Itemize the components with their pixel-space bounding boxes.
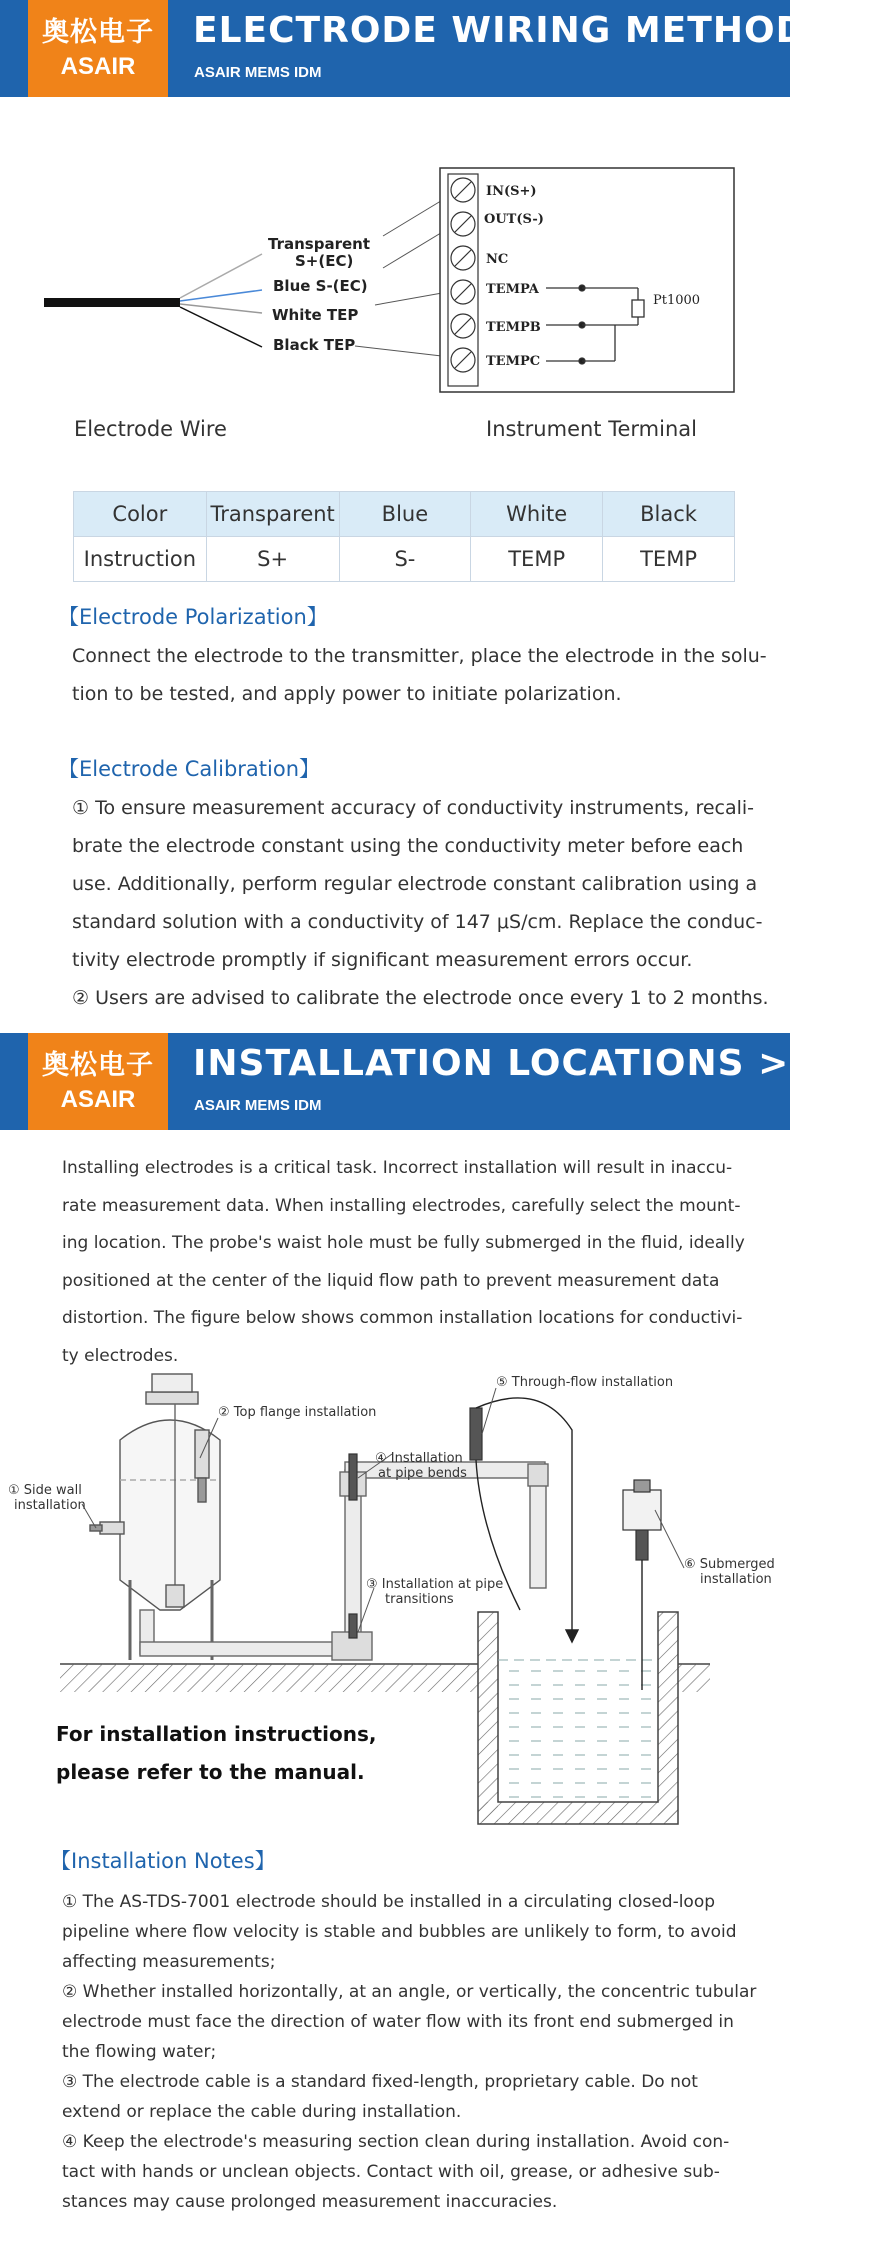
color-table bbox=[73, 491, 735, 582]
text-line: ① To ensure measurement accuracy of conductivity instruments, recali- bbox=[72, 797, 755, 819]
wiring-banner bbox=[0, 0, 882, 97]
polarization-title: 【Electrode Polarization】 bbox=[58, 605, 328, 629]
text-line: Connect the electrode to the transmitter, place the electrode in the solu- bbox=[72, 645, 767, 667]
installation-banner bbox=[0, 1033, 821, 1130]
text-line: ③ The electrode cable is a standard fixed-length, proprietary cable. Do not bbox=[62, 2072, 698, 2092]
label-pipe-transitions-1: ③ Installation at pipe bbox=[366, 1577, 504, 1592]
label-side-wall-2: installation bbox=[14, 1498, 86, 1513]
reactor-vessel bbox=[90, 1374, 220, 1660]
calibration-title: 【Electrode Calibration】 bbox=[58, 757, 321, 781]
calibration-text bbox=[72, 789, 777, 1017]
table-header-row bbox=[74, 492, 735, 537]
installation-intro bbox=[62, 1150, 772, 1375]
brand-en: ASAIR bbox=[60, 1086, 136, 1113]
terminal-tempa: TEMPA bbox=[486, 282, 539, 297]
table-cell: Blue bbox=[339, 492, 471, 537]
text-line: ② Whether installed horizontally, at an angle, or vertically, the concentric tubular bbox=[62, 1982, 757, 2002]
wire-label-black: Black TEP bbox=[273, 336, 356, 354]
table-cell: Color bbox=[74, 492, 207, 537]
table-cell: Instruction bbox=[74, 537, 207, 582]
label-pipe-transitions-2: transitions bbox=[385, 1592, 454, 1607]
notes-title: 【Installation Notes】 bbox=[50, 1849, 276, 1873]
label-submerged-2: installation bbox=[700, 1572, 772, 1587]
text-line: distortion. The figure below shows common installation locations for conductivi- bbox=[62, 1308, 743, 1328]
text-line: rate measurement data. When installing electrodes, carefully select the mount- bbox=[62, 1195, 741, 1216]
table-row bbox=[74, 537, 735, 582]
water-pit bbox=[478, 1612, 678, 1824]
table-cell: S+ bbox=[206, 537, 339, 582]
text-line: the flowing water; bbox=[62, 2042, 217, 2062]
terminal-out: OUT(S-) bbox=[484, 212, 544, 227]
cables bbox=[476, 1398, 642, 1690]
text-line: extend or replace the cable during installation. bbox=[62, 2102, 462, 2122]
wiring-title: ELECTRODE WIRING METHOD >> bbox=[193, 10, 882, 51]
manual-note bbox=[56, 1715, 376, 1791]
text-line: ty electrodes. bbox=[62, 1345, 179, 1366]
installation-title: INSTALLATION LOCATIONS >> bbox=[193, 1043, 821, 1084]
text-line: positioned at the center of the liquid flow path to prevent measurement data bbox=[62, 1270, 720, 1291]
text-line: please refer to the manual. bbox=[56, 1760, 365, 1784]
brand-cn: 奥松电子 bbox=[42, 1050, 154, 1081]
terminal-box bbox=[440, 168, 734, 392]
brand-subtitle: ASAIR MEMS IDM bbox=[194, 64, 322, 81]
table-cell: S- bbox=[339, 537, 471, 582]
terminal-tempc: TEMPC bbox=[486, 354, 541, 369]
terminal-tempb: TEMPB bbox=[486, 320, 541, 335]
polarization-text bbox=[72, 637, 772, 713]
caption-instrument-terminal: Instrument Terminal bbox=[486, 417, 697, 441]
brand-cn: 奥松电子 bbox=[42, 17, 154, 48]
wiring-diagram bbox=[0, 150, 790, 450]
text-line: Installing electrodes is a critical task. Incorrect installation will result in inaccu- bbox=[62, 1158, 733, 1178]
wire-label-splus: S+(EC) bbox=[295, 252, 354, 270]
text-line: ing location. The probe's waist hole must be fully submerged in the fluid, ideally bbox=[62, 1233, 745, 1253]
cable bbox=[44, 298, 180, 307]
label-pipe-bends-2: at pipe bends bbox=[378, 1466, 467, 1481]
terminal-nc: NC bbox=[486, 252, 509, 267]
wire-black bbox=[180, 307, 262, 347]
installation-notes bbox=[62, 1887, 777, 2217]
text-line: ④ Keep the electrode's measuring section clean during installation. Avoid con- bbox=[62, 2132, 730, 2152]
brand-subtitle: ASAIR MEMS IDM bbox=[194, 1097, 322, 1114]
wire-label-blue: Blue S-(EC) bbox=[273, 277, 368, 295]
label-side-wall-1: ① Side wall bbox=[8, 1483, 82, 1498]
caption-electrode-wire: Electrode Wire bbox=[74, 417, 227, 441]
text-line: use. Additionally, perform regular electrode constant calibration using a bbox=[72, 873, 758, 895]
text-line: ① The AS-TDS-7001 electrode should be installed in a circulating closed-loop bbox=[62, 1892, 716, 1912]
text-line: electrode must face the direction of water flow with its front end submerged in bbox=[62, 2012, 734, 2032]
table-cell: TEMP bbox=[471, 537, 603, 582]
text-line: brate the electrode constant using the conductivity meter before each bbox=[72, 835, 744, 857]
text-line: For installation instructions, bbox=[56, 1722, 377, 1746]
wire-white bbox=[180, 304, 262, 313]
text-line: ② Users are advised to calibrate the electrode once every 1 to 2 months. bbox=[72, 987, 769, 1009]
table-cell: White bbox=[471, 492, 603, 537]
label-through-flow: ⑤ Through-flow installation bbox=[496, 1375, 674, 1390]
text-line: tact with hands or unclean objects. Contact with oil, grease, or adhesive sub- bbox=[62, 2162, 720, 2182]
brand-en: ASAIR bbox=[60, 53, 136, 80]
label-top-flange: ② Top flange installation bbox=[218, 1405, 377, 1420]
brand-logo bbox=[28, 1033, 168, 1130]
text-line: stances may cause prolonged measurement inaccuracies. bbox=[62, 2192, 558, 2212]
brand-logo bbox=[28, 0, 168, 97]
table-cell: TEMP bbox=[603, 537, 735, 582]
text-line: affecting measurements; bbox=[62, 1952, 276, 1972]
text-line: tivity electrode promptly if significant measurement errors occur. bbox=[72, 949, 693, 971]
sensor-label: Pt1000 bbox=[653, 293, 701, 308]
text-line: standard solution with a conductivity of 147 μS/cm. Replace the conduc- bbox=[72, 911, 763, 933]
label-pipe-bends-1: ④ Installation bbox=[375, 1451, 463, 1466]
label-submerged-1: ⑥ Submerged bbox=[684, 1557, 775, 1572]
wire-label-transparent: Transparent bbox=[268, 235, 370, 253]
text-line: tion to be tested, and apply power to initiate polarization. bbox=[72, 683, 622, 705]
wire-label-white: White TEP bbox=[272, 306, 359, 324]
terminal-in: IN(S+) bbox=[486, 184, 537, 199]
table-cell: Black bbox=[603, 492, 735, 537]
text-line: pipeline where flow velocity is stable and bubbles are unlikely to form, to avoid bbox=[62, 1922, 737, 1942]
table-cell: Transparent bbox=[206, 492, 339, 537]
